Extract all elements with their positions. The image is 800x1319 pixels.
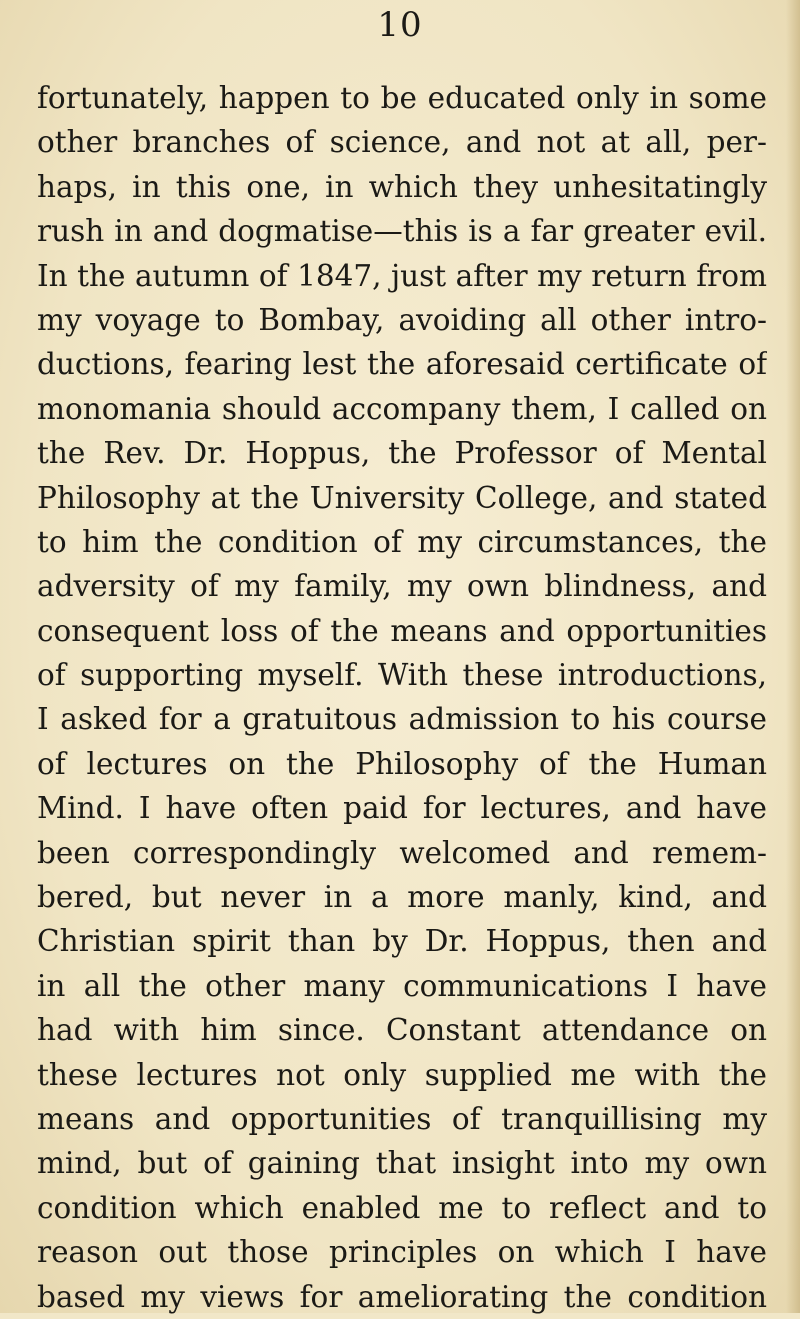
- text-line: Mind. I have often paid for lectures, and have: [37, 791, 767, 826]
- text-line: in all the other many communications I have: [37, 968, 767, 1003]
- text-line: I asked for a gratuitous admission to his course: [37, 702, 767, 737]
- text-line: rush in and dogmatise—this is a far greater evil.: [37, 214, 767, 249]
- text-line: Philosophy at the University College, and stated: [37, 480, 767, 515]
- text-line: these lectures not only supplied me with the: [37, 1057, 767, 1092]
- text-line: mind, but of gaining that insight into my own: [37, 1146, 767, 1181]
- text-line: condition which enabled me to reflect and to: [37, 1190, 767, 1225]
- text-line: monomania should accompany them, I called on: [37, 391, 767, 426]
- body-text: [37, 76, 767, 1319]
- text-line: other branches of science, and not at all, per-: [37, 125, 767, 160]
- text-line: had with him since. Constant attendance on: [37, 1013, 767, 1048]
- page-edge-shadow: [786, 0, 800, 1313]
- text-line: been correspondingly welcomed and remem-: [37, 835, 767, 870]
- text-line: of supporting myself. With these introductions,: [37, 658, 767, 693]
- text-line: based my views for ameliorating the condition: [37, 1279, 767, 1314]
- page-number: 10: [377, 5, 423, 45]
- text-line: of lectures on the Philosophy of the Human: [37, 746, 767, 781]
- text-line: to him the condition of my circumstances, the: [37, 524, 767, 559]
- text-line: fortunately, happen to be educated only in some: [37, 81, 767, 115]
- text-line: bered, but never in a more manly, kind, and: [37, 880, 767, 915]
- text-line: adversity of my family, my own blindness, and: [37, 569, 767, 604]
- text-line: my voyage to Bombay, avoiding all other intro-: [37, 302, 767, 337]
- text-line: consequent loss of the means and opportunities: [37, 613, 767, 648]
- text-line: In the autumn of 1847, just after my return from: [37, 258, 767, 293]
- text-line: the Rev. Dr. Hoppus, the Professor of Mental: [37, 436, 767, 471]
- text-line: haps, in this one, in which they unhesitatingly: [37, 169, 767, 204]
- text-line: reason out those principles on which I have: [37, 1235, 767, 1270]
- text-line: Christian spirit than by Dr. Hoppus, then and: [37, 924, 767, 959]
- text-line: means and opportunities of tranquillising my: [37, 1101, 767, 1136]
- text-line: ductions, fearing lest the aforesaid certificate of: [37, 347, 767, 382]
